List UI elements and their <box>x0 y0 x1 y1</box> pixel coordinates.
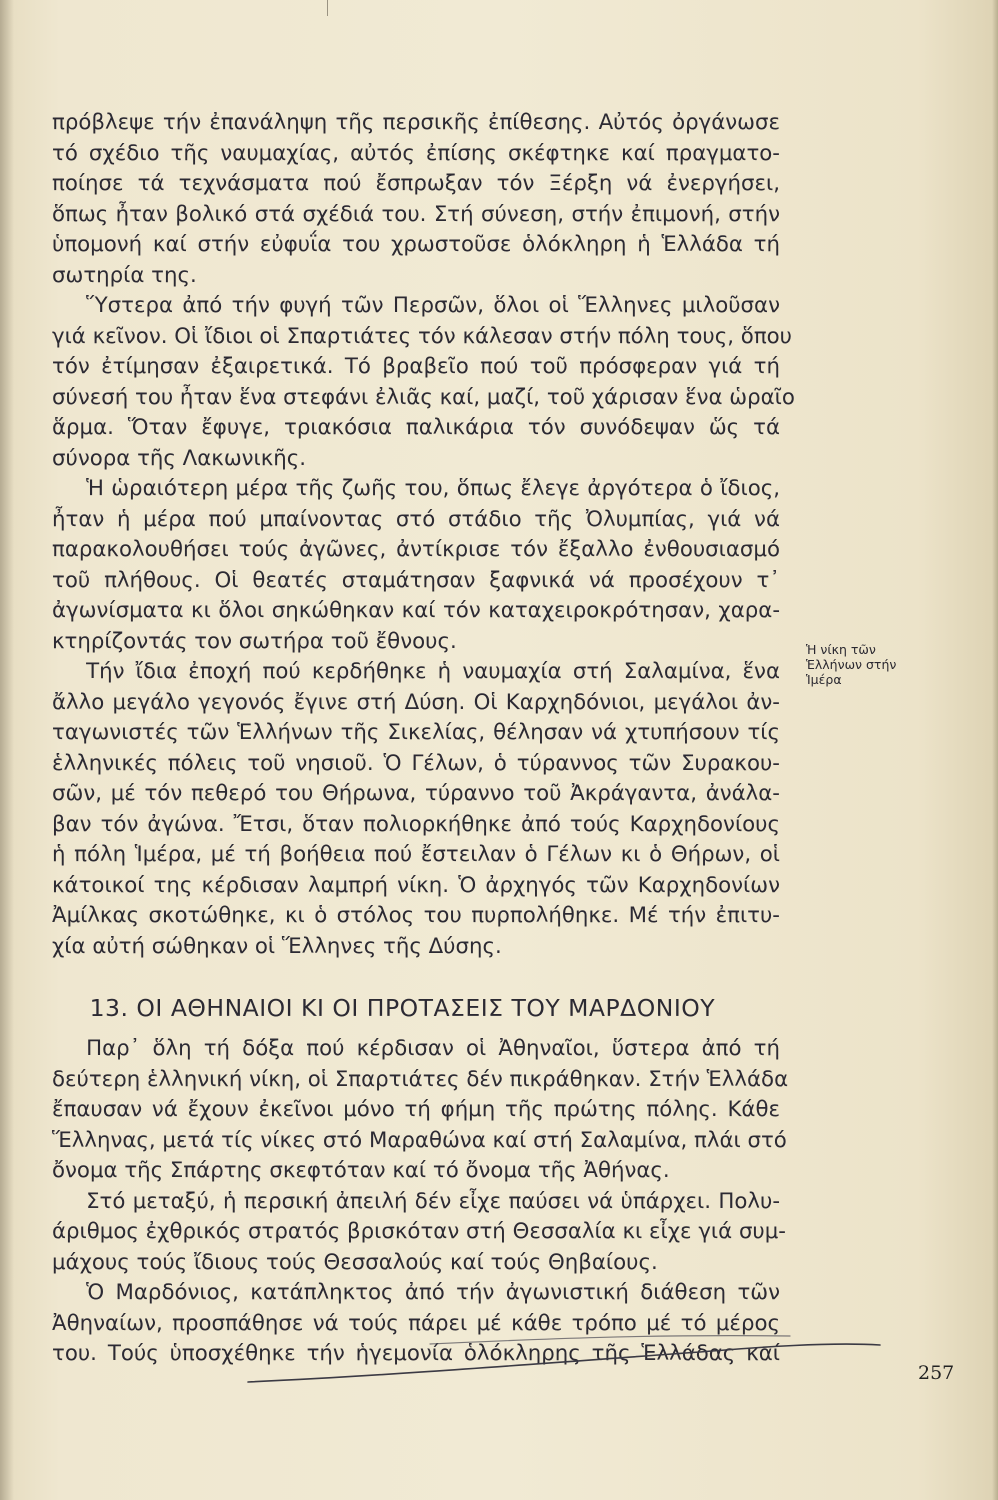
text-line: σωτηρία της. <box>52 262 197 288</box>
text-line: κάτοικοί της κέρδισαν λαμπρή νίκη. Ὁ ἀρχηγός τῶν Καρχηδονίων <box>52 872 780 898</box>
text-line: γιά κεῖνον. Οἱ ἴδιοι οἱ Σπαρτιάτες τόν κάλεσαν στήν πόλη τους, ὅπου <box>52 323 792 349</box>
text-line: σύνεσή του ἦταν ἕνα στεφάνι ἐλιᾶς καί, μαζί, τοῦ χάρισαν ἕνα ὡραῖο <box>52 384 795 410</box>
text-line: ὅπως ἦταν βολικό στά σχέδιά του. Στή σύνεση, στήν ἐπιμονή, στήν <box>52 201 780 227</box>
text-line: ἀγωνίσματα κι ὅλοι σηκώθηκαν καί τόν καταχειροκρότησαν, χαρα- <box>52 598 780 623</box>
pen-stroke-underline <box>430 1336 790 1344</box>
text-line: ἦταν ἡ μέρα πού μπαίνοντας στό στάδιο τῆς Ὀλυμπίας, γιά νά <box>52 506 780 532</box>
text-line: σύνορα τῆς Λακωνικῆς. <box>52 445 307 471</box>
text-line: άριθμος ἐχθρικός στρατός βρισκόταν στή Θεσσαλία κι εἶχε γιά συμ- <box>52 1219 786 1244</box>
margin-note-line: Ἑλλήνων στήν <box>806 657 897 672</box>
text-line: Ὕστερα ἀπό τήν φυγή τῶν Περσῶν, ὅλοι οἱ Ἕλληνες μιλοῦσαν <box>86 293 780 318</box>
text-line: Ἕλληνας, μετά τίς νίκες στό Μαραθώνα καί στή Σαλαμίνα, πλάι στό <box>52 1127 787 1153</box>
text-line: ταγωνιστές τῶν Ἑλλήνων τῆς Σικελίας, θέλησαν νά χτυπήσουν τίς <box>52 720 780 745</box>
text-line: του. Τούς ὑποσχέθηκε τήν ἡγεμονία ὁλόκληρης τῆς Ἑλλάδας καί <box>52 1341 780 1366</box>
text-line: ἡ πόλη Ἱμέρα, μέ τή βοήθεια πού ἔστειλαν ὁ Γέλων κι ὁ Θήρων, οἱ <box>52 842 780 867</box>
text-line: Παρ᾽ ὅλη τή δόξα πού κέρδισαν οἱ Ἀθηναῖοι, ὕστερα ἀπό τή <box>86 1036 780 1061</box>
text-line: ποίησε τά τεχνάσματα πού ἔσπρωξαν τόν Ξέρξη νά ἐνεργήσει, <box>52 171 780 196</box>
text-line: Τήν ἴδια ἐποχή πού κερδήθηκε ἡ ναυμαχία στή Σαλαμίνα, ἕνα <box>86 659 780 684</box>
text-line: βαν τόν ἀγώνα. Ἔτσι, ὅταν πολιορκήθηκε ἀπό τούς Καρχηδονίους <box>52 811 780 837</box>
text-line: μάχους τούς ἴδιους τούς Θεσσαλούς καί τούς Θηβαίους. <box>52 1249 658 1275</box>
text-line: τό σχέδιο τῆς ναυμαχίας, αὐτός ἐπίσης σκέφτηκε καί πραγματο- <box>52 140 780 166</box>
text-line: τοῦ πλήθους. Οἱ θεατές σταμάτησαν ξαφνικά νά προσέχουν τ᾽ <box>52 567 780 593</box>
page-number: 257 <box>918 1362 955 1384</box>
text-line: δεύτερη ἑλληνική νίκη, οἱ Σπαρτιάτες δέν πικράθηκαν. Στήν Ἑλλάδα <box>52 1066 789 1092</box>
text-line: πρόβλεψε τήν ἐπανάληψη τῆς περσικῆς ἐπίθεσης. Αὐτός ὀργάνωσε <box>52 110 780 135</box>
text-line: ὄνομα τῆς Σπάρτης σκεφτόταν καί τό ὄνομα τῆς Ἀθήνας. <box>52 1158 670 1183</box>
text-line: Ὁ Μαρδόνιος, κατάπληκτος ἀπό τήν ἀγωνιστική διάθεση τῶν <box>86 1280 780 1305</box>
text-line: κτηρίζοντάς τον σωτήρα τοῦ ἔθνους. <box>52 628 457 654</box>
text-line: Ἀμίλκας σκοτώθηκε, κι ὁ στόλος του πυρπολήθηκε. Μέ τήν ἐπιτυ- <box>52 903 780 928</box>
section-title: 13. ΟΙ ΑΘΗΝΑΙΟΙ ΚΙ ΟΙ ΠΡΟΤΑΣΕΙΣ ΤΟΥ ΜΑΡΔΟΝΙΟΥ <box>89 994 716 1022</box>
margin-note-line: Ἱμέρα <box>806 672 842 687</box>
text-line: Ἀθηναίων, προσπάθησε νά τούς πάρει μέ κάθε τρόπο μέ τό μέρος <box>52 1310 780 1336</box>
text-line: σῶν, μέ τόν πεθερό του Θήρωνα, τύραννο τοῦ Ἀκράγαντα, ἀνάλα- <box>52 781 780 806</box>
text-line: ἄλλο μεγάλο γεγονός ἔγινε στή Δύση. Οἱ Καρχηδόνιοι, μεγάλοι ἀν- <box>52 689 780 715</box>
text-line: Στό μεταξύ, ἡ περσική ἀπειλή δέν εἶχε παύσει νά ὑπάρχει. Πολυ- <box>86 1188 780 1214</box>
text-line: τόν ἐτίμησαν ἐξαιρετικά. Τό βραβεῖο πού τοῦ πρόσφεραν γιά τή <box>52 354 780 379</box>
text-line: παρακολουθήσει τούς ἀγῶνες, ἀντίκρισε τόν ἔξαλλο ἐνθουσιασμό <box>52 537 780 562</box>
text-line: Ἡ ὡραιότερη μέρα τῆς ζωῆς του, ὅπως ἔλεγε ἀργότερα ὁ ἴδιος, <box>86 476 780 501</box>
margin-note-line: Ἡ νίκη τῶν <box>806 642 876 657</box>
text-line: ἑλληνικές πόλεις τοῦ νησιοῦ. Ὁ Γέλων, ὁ τύραννος τῶν Συρακου- <box>52 750 780 776</box>
text-line: ἔπαυσαν νά ἔχουν ἐκεῖνοι μόνο τή φήμη τῆς πρώτης πόλης. Κάθε <box>52 1097 780 1122</box>
pen-stroke <box>248 1344 880 1382</box>
text-line: χία αὐτή σώθηκαν οἱ Ἕλληνες τῆς Δύσης. <box>52 933 502 959</box>
text-line: ὑπομονή καί στήν εὐφυΐα του χρωστοῦσε ὁλόκληρη ἡ Ἑλλάδα τή <box>52 232 780 257</box>
text-line: ἅρμα. Ὅταν ἔφυγε, τριακόσια παλικάρια τόν συνόδεψαν ὥς τά <box>52 415 780 440</box>
